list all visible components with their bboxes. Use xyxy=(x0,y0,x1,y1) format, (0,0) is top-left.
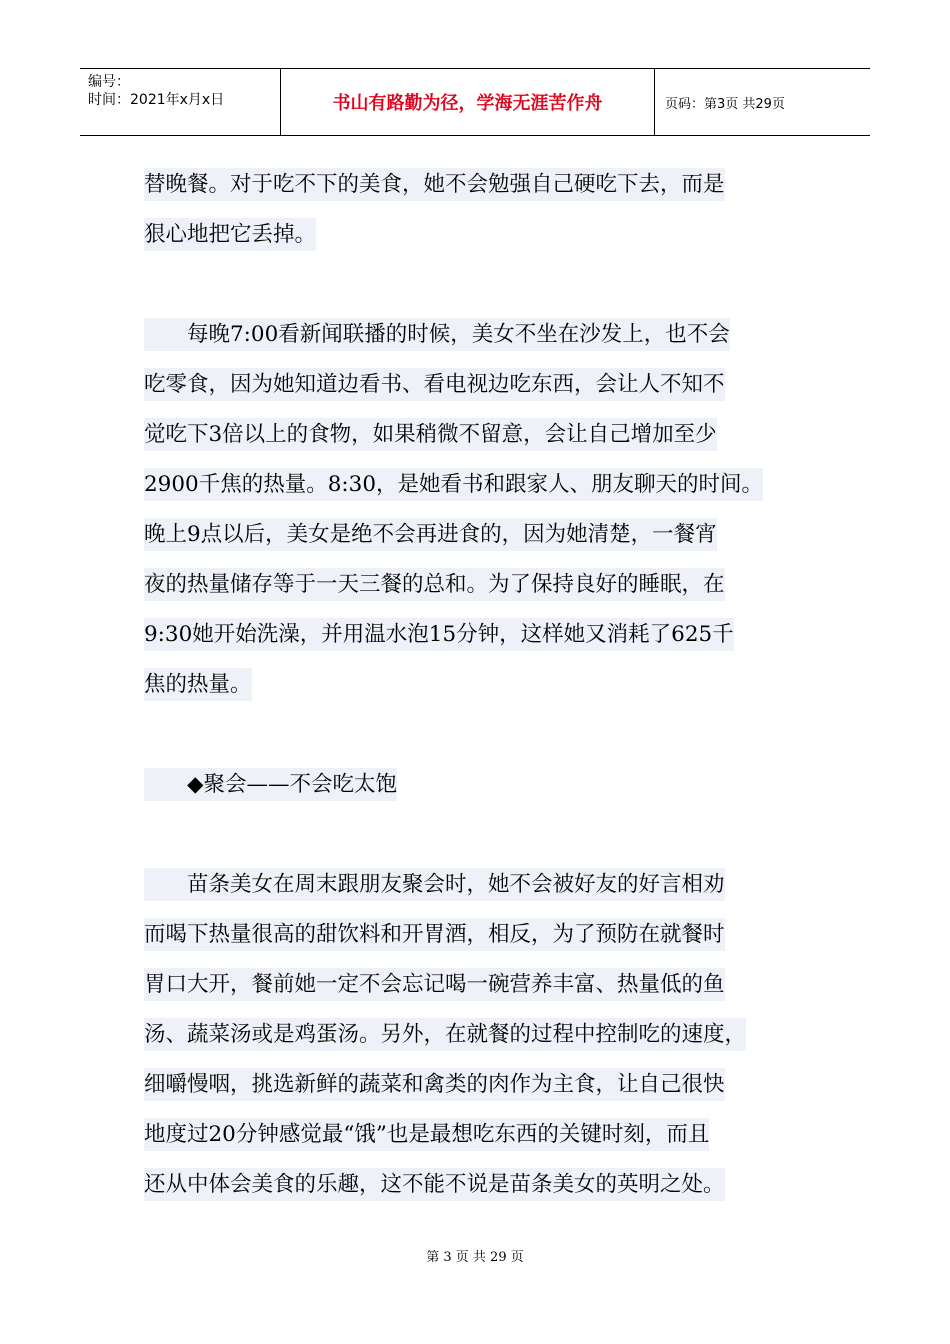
paragraph xyxy=(144,160,834,260)
text-line xyxy=(144,1010,834,1060)
text-line-content: 2900千焦的热量。8:30，是她看书和跟家人、朋友聊天的时间。 xyxy=(144,468,763,501)
text-line-content: 每晚7:00看新闻联播的时候，美女不坐在沙发上，也不会 xyxy=(144,318,730,351)
text-line-content: 胃口大开，餐前她一定不会忘记喝一碗营养丰富、热量低的鱼 xyxy=(144,968,725,1001)
text-line xyxy=(144,960,834,1010)
paragraph xyxy=(144,860,834,1210)
text-line-content: 焦的热量。 xyxy=(144,668,252,701)
text-line xyxy=(144,910,834,960)
text-line xyxy=(144,310,834,360)
text-line xyxy=(144,1160,834,1210)
text-line xyxy=(144,360,834,410)
text-line xyxy=(144,210,834,260)
text-line xyxy=(144,410,834,460)
text-line xyxy=(144,160,834,210)
page-header xyxy=(80,68,870,136)
document-number-label: 编号： xyxy=(88,74,130,90)
text-line-content: 汤、蔬菜汤或是鸡蛋汤。另外，在就餐的过程中控制吃的速度， xyxy=(144,1018,746,1051)
text-line xyxy=(144,510,834,560)
text-line-content: 还从中体会美食的乐趣，这不能不说是苗条美女的英明之处。 xyxy=(144,1168,725,1201)
text-line-content: 狠心地把它丢掉。 xyxy=(144,218,316,251)
text-line-content: 晚上9点以后，美女是绝不会再进食的，因为她清楚，一餐宵 xyxy=(144,518,717,551)
text-line-content: 细嚼慢咽，挑选新鲜的蔬菜和禽类的肉作为主食，让自己很快 xyxy=(144,1068,725,1101)
paragraph xyxy=(144,310,834,710)
text-line xyxy=(144,460,834,510)
text-line xyxy=(144,760,834,810)
text-line xyxy=(144,660,834,710)
paragraph-gap xyxy=(144,260,834,310)
paragraph-gap xyxy=(144,710,834,760)
text-line xyxy=(144,1060,834,1110)
document-date-label: 时间：2021年x月x日 xyxy=(88,92,225,108)
text-line-content: ◆聚会——不会吃太饱 xyxy=(144,768,397,801)
text-line xyxy=(144,560,834,610)
header-page-info: 页码：第3页 共29页 xyxy=(665,96,785,112)
text-line-content: 9:30她开始洗澡，并用温水泡15分钟，这样她又消耗了625千 xyxy=(144,618,734,651)
text-line-content: 苗条美女在周末跟朋友聚会时，她不会被好友的好言相劝 xyxy=(144,868,725,901)
paragraph xyxy=(144,760,834,810)
paragraph-gap xyxy=(144,810,834,860)
text-line-content: 地度过20分钟感觉最“饿”也是最想吃东西的关键时刻，而且 xyxy=(144,1118,709,1151)
text-line-content: 替晚餐。对于吃不下的美食，她不会勉强自己硬吃下去，而是 xyxy=(144,168,725,201)
text-line xyxy=(144,1110,834,1160)
document-body xyxy=(144,160,834,1210)
text-line-content: 觉吃下3倍以上的食物，如果稍微不留意，会让自己增加至少 xyxy=(144,418,717,451)
text-line xyxy=(144,860,834,910)
header-motto: 书山有路勤为径，学海无涯苦作舟 xyxy=(281,69,655,135)
page-footer: 第 3 页 共 29 页 xyxy=(426,1250,524,1265)
text-line-content: 夜的热量储存等于一天三餐的总和。为了保持良好的睡眠，在 xyxy=(144,568,725,601)
text-line-content: 吃零食，因为她知道边看书、看电视边吃东西，会让人不知不 xyxy=(144,368,725,401)
text-line-content: 而喝下热量很高的甜饮料和开胃酒，相反，为了预防在就餐时 xyxy=(144,918,725,951)
text-line xyxy=(144,610,834,660)
header-meta-cell xyxy=(80,69,281,135)
